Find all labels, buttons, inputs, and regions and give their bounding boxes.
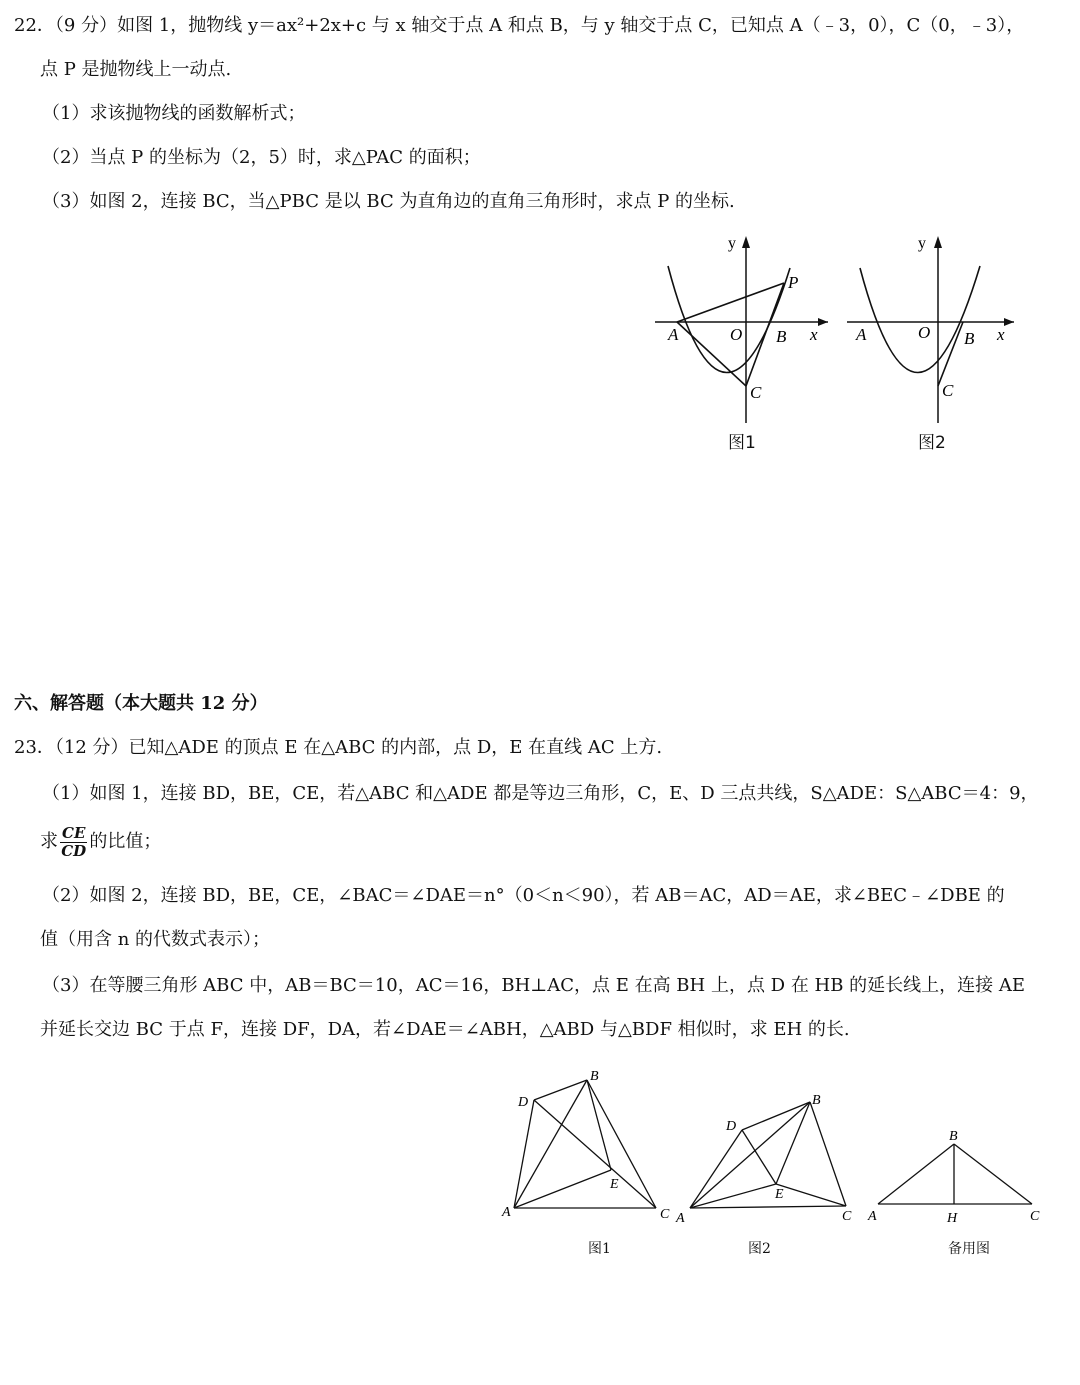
q23-part1-a: （1）如图 1，连接 BD，BE，CE，若△ABC 和△ADE 都是等边三角形，C，E、D 三点共线，S△ADE：S△ABC＝4：9， [42, 783, 1039, 804]
fraction-ce-cd: $\frac{CE}{CD}$ [61, 823, 87, 860]
q23-part3-a: （3）在等腰三角形 ABC 中，AB＝BC＝10，AC＝16，BH⊥AC，点 E 在高 BH 上，点 D 在 HB 的延长线上，连接 AE [42, 975, 1026, 996]
q22-fig2-caption: 图2 [918, 433, 946, 453]
section-heading: 六、解答题（本大题共 12 分） [14, 693, 268, 714]
q22-figure-1 [650, 228, 830, 428]
svg-text:x: x [810, 325, 818, 344]
q22-part2: （2）当点 P 的坐标为（2，5）时，求△PAC 的面积； [42, 147, 481, 168]
svg-text:y: y [918, 235, 926, 252]
svg-text:D: D [726, 1119, 737, 1134]
svg-text:C: C [842, 1209, 852, 1224]
q23-spare-caption: 备用图 [948, 1241, 990, 1257]
svg-text:A: A [868, 1209, 877, 1224]
svg-text:O: O [918, 323, 931, 342]
q23-fig2-caption: 图2 [748, 1241, 771, 1257]
svg-text:E: E [775, 1187, 784, 1202]
q23-part3-b: 并延长交边 BC 于点 F，连接 DF，DA，若∠DAE＝∠ABH，△ABD 与△BDF 相似时，求 EH 的长. [40, 1019, 850, 1040]
q23-figure-2 [674, 1080, 864, 1230]
svg-text:A: A [502, 1205, 511, 1220]
svg-text:B: B [812, 1093, 821, 1108]
q23-header: 23．（12 分）已知△ADE 的顶点 E 在△ABC 的内部，点 D，E 在直线 AC 上方. [14, 737, 663, 758]
svg-text:x: x [997, 325, 1005, 344]
svg-text:E: E [610, 1177, 619, 1192]
q23-figure-1 [498, 1062, 678, 1232]
svg-text:P: P [788, 273, 799, 292]
q23-figure-spare [862, 1120, 1052, 1230]
svg-text:A: A [676, 1211, 685, 1226]
q22-header: 22．（9 分）如图 1，抛物线 y＝ax²+2x+c 与 x 轴交于点 A 和点 B，与 y 轴交于点 C，已知点 A（﹣3，0），C（0，﹣3）， [14, 15, 1025, 36]
q23-part1-b: 求 $\frac{CE}{CD}$ 的比值； [40, 823, 162, 860]
svg-text:B: B [776, 327, 787, 346]
q23-fig1-caption: 图1 [588, 1241, 611, 1257]
q23-part2-a: （2）如图 2，连接 BD，BE，CE，∠BAC＝∠DAE＝n°（0＜n＜90），若 AB＝AC，AD＝AE，求∠BEC﹣∠DBE 的 [42, 885, 1005, 906]
svg-text:A: A [668, 325, 679, 344]
q22-header-continued: 点 P 是抛物线上一动点. [40, 59, 232, 80]
svg-text:O: O [730, 325, 743, 344]
svg-text:C: C [942, 381, 954, 400]
q22-part3: （3）如图 2，连接 BC，当△PBC 是以 BC 为直角边的直角三角形时，求点 P 的坐标. [42, 191, 735, 212]
svg-text:D: D [518, 1095, 529, 1110]
svg-text:C: C [660, 1207, 670, 1222]
q22-part1: （1）求该抛物线的函数解析式； [42, 103, 306, 124]
q22-fig1-caption: 图1 [728, 433, 756, 453]
svg-text:C: C [1030, 1209, 1040, 1224]
svg-text:B: B [590, 1069, 599, 1084]
q23-part2-b: 值（用含 n 的代数式表示）； [40, 929, 271, 950]
svg-text:B: B [949, 1129, 958, 1144]
fig1-y-label: y [728, 235, 736, 252]
svg-text:B: B [964, 329, 975, 348]
svg-text:H: H [947, 1211, 958, 1226]
svg-text:C: C [750, 383, 762, 402]
q22-figure-2 [842, 228, 1022, 428]
svg-text:A: A [856, 325, 867, 344]
